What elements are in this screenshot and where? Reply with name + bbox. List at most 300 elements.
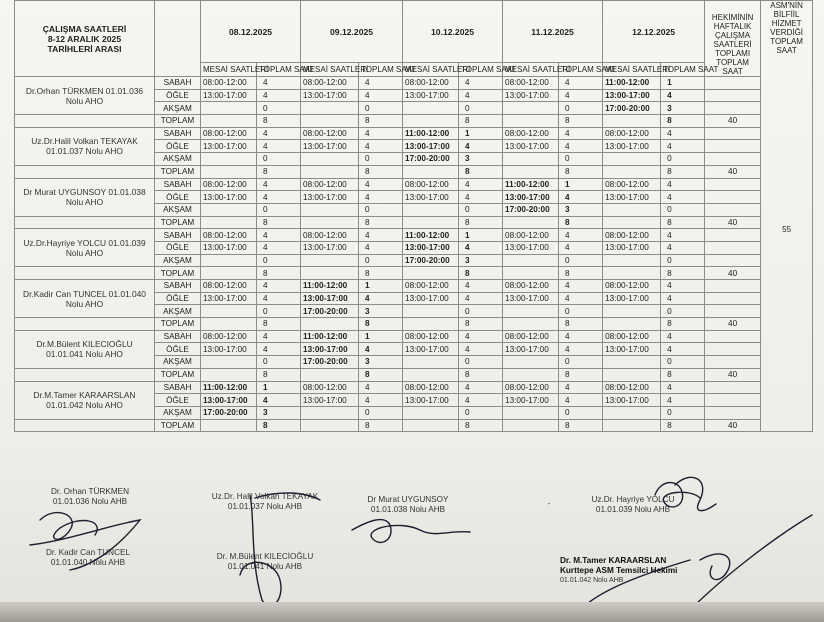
time-cell: 13:00-17:00 <box>503 191 559 204</box>
shift-label: ÖĞLE <box>155 343 201 356</box>
time-cell <box>603 203 661 216</box>
signature-code: 01.01.040 Nolu AHB <box>50 558 126 567</box>
time-cell: 13:00-17:00 <box>301 140 359 153</box>
hours-cell: 4 <box>559 241 603 254</box>
blank-cell <box>15 419 155 432</box>
date-header: 09.12.2025 <box>301 1 403 63</box>
weekly-total-cell <box>705 406 761 419</box>
hours-cell: 4 <box>359 89 403 102</box>
hours-cell: 8 <box>559 419 603 432</box>
hours-cell: 4 <box>359 140 403 153</box>
hours-cell: 0 <box>359 102 403 115</box>
hours-cell: 3 <box>359 305 403 318</box>
signature-scribble <box>690 515 812 610</box>
doctor-name: Uz.Dr.Halil Volkan TEKAYAK 01.01.037 Nolu AHO <box>15 127 155 165</box>
weekly-total-cell <box>705 254 761 267</box>
hours-cell: 4 <box>257 191 301 204</box>
signature-block <box>185 492 345 512</box>
time-cell <box>201 115 257 128</box>
table-row <box>15 229 813 242</box>
hours-cell: 8 <box>559 368 603 381</box>
weekly-total-cell <box>705 140 761 153</box>
hours-cell: 8 <box>257 216 301 229</box>
hours-cell: 0 <box>359 406 403 419</box>
hours-cell: 3 <box>359 356 403 369</box>
blank-cell <box>15 318 155 331</box>
hours-cell: 0 <box>257 102 301 115</box>
time-cell: 13:00-17:00 <box>403 394 459 407</box>
shift-label: TOPLAM <box>155 115 201 128</box>
signature-code: 01.01.036 Nolu AHB <box>52 497 128 506</box>
time-cell: 08:00-12:00 <box>503 77 559 90</box>
time-cell: 08:00-12:00 <box>403 330 459 343</box>
shift-label: AKŞAM <box>155 356 201 369</box>
weekly-total-cell <box>705 241 761 254</box>
time-cell: 13:00-17:00 <box>503 140 559 153</box>
hours-cell: 8 <box>661 419 705 432</box>
time-cell: 11:00-12:00 <box>403 229 459 242</box>
hours-cell: 8 <box>459 318 503 331</box>
hours-cell: 0 <box>257 153 301 166</box>
shift-label: AKŞAM <box>155 254 201 267</box>
hours-cell: 4 <box>661 280 705 293</box>
time-cell <box>503 102 559 115</box>
time-cell: 17:00-20:00 <box>503 203 559 216</box>
hours-cell: 0 <box>559 254 603 267</box>
hours-cell: 4 <box>359 127 403 140</box>
time-cell: 13:00-17:00 <box>301 394 359 407</box>
weekly-total-cell <box>705 381 761 394</box>
doctor-name: Dr Murat UYGUNSOY 01.01.038 Nolu AHO <box>15 178 155 216</box>
time-cell <box>403 368 459 381</box>
shift-label: ÖĞLE <box>155 394 201 407</box>
hours-cell: 8 <box>359 419 403 432</box>
hours-cell: 8 <box>459 165 503 178</box>
weekly-total-cell <box>705 203 761 216</box>
subheader-mesai: MESAİ SAATLERİ <box>201 63 257 77</box>
weekly-total-cell <box>705 191 761 204</box>
asm-total-column <box>761 1 813 432</box>
time-cell <box>201 102 257 115</box>
shift-label: ÖĞLE <box>155 191 201 204</box>
hours-cell: 1 <box>559 178 603 191</box>
hours-cell: 3 <box>257 406 301 419</box>
time-cell: 13:00-17:00 <box>403 241 459 254</box>
time-cell <box>403 318 459 331</box>
time-cell <box>201 203 257 216</box>
hours-cell: 8 <box>661 318 705 331</box>
time-cell <box>403 356 459 369</box>
time-cell <box>301 267 359 280</box>
hours-cell: 4 <box>559 89 603 102</box>
time-cell <box>301 368 359 381</box>
time-cell <box>603 115 661 128</box>
hours-cell: 4 <box>257 280 301 293</box>
time-cell <box>503 267 559 280</box>
time-cell <box>603 406 661 419</box>
hours-cell: 4 <box>661 394 705 407</box>
time-cell: 13:00-17:00 <box>201 191 257 204</box>
hours-cell: 4 <box>661 140 705 153</box>
hours-cell: 4 <box>257 330 301 343</box>
shift-label: ÖĞLE <box>155 241 201 254</box>
asm-total-header: ASM'NİN BİLFİİL HİZMET VERDİĞİ TOPLAM SAAT <box>770 1 804 55</box>
time-cell: 13:00-17:00 <box>603 89 661 102</box>
signature-block <box>190 552 340 572</box>
time-cell: 08:00-12:00 <box>503 330 559 343</box>
subheader-toplam: TOPLAM SAAT <box>459 63 503 77</box>
time-cell <box>301 203 359 216</box>
time-cell <box>403 165 459 178</box>
time-cell <box>201 254 257 267</box>
table-row <box>15 381 813 394</box>
hours-cell: 0 <box>459 102 503 115</box>
hours-cell: 8 <box>257 368 301 381</box>
time-cell: 08:00-12:00 <box>603 330 661 343</box>
hours-cell: 1 <box>359 330 403 343</box>
hours-cell: 0 <box>459 305 503 318</box>
signature-name: Dr. Kadir Can TUNCEL <box>45 548 131 557</box>
hours-cell: 4 <box>661 191 705 204</box>
hours-cell: 8 <box>257 115 301 128</box>
hours-cell: 8 <box>257 419 301 432</box>
hours-cell: 0 <box>257 254 301 267</box>
signature-dash: - <box>547 499 551 508</box>
time-cell: 13:00-17:00 <box>603 394 661 407</box>
time-cell: 08:00-12:00 <box>603 127 661 140</box>
hours-cell: 4 <box>559 127 603 140</box>
time-cell <box>503 356 559 369</box>
date-header: 11.12.2025 <box>503 1 603 63</box>
hours-cell: 4 <box>359 292 403 305</box>
shift-label: SABAH <box>155 229 201 242</box>
table-row <box>15 216 813 229</box>
hours-cell: 0 <box>559 102 603 115</box>
shift-label: SABAH <box>155 330 201 343</box>
table-row <box>15 178 813 191</box>
hours-cell: 8 <box>661 267 705 280</box>
time-cell <box>201 267 257 280</box>
doctor-name: Dr.M.Tamer KARAARSLAN 01.01.042 Nolu AHO <box>15 381 155 419</box>
shift-label: AKŞAM <box>155 153 201 166</box>
time-cell: 11:00-12:00 <box>403 127 459 140</box>
hours-cell: 8 <box>661 368 705 381</box>
signature-name: Dr Murat UYGUNSOY <box>367 495 449 504</box>
hours-cell: 4 <box>661 127 705 140</box>
time-cell: 13:00-17:00 <box>403 89 459 102</box>
time-cell: 13:00-17:00 <box>201 394 257 407</box>
hours-cell: 0 <box>359 203 403 216</box>
weekly-total-cell: 40 <box>705 165 761 178</box>
weekly-total-cell <box>705 356 761 369</box>
table-row <box>15 267 813 280</box>
time-cell <box>201 419 257 432</box>
weekly-total-cell <box>705 229 761 242</box>
time-cell <box>301 153 359 166</box>
hours-cell: 8 <box>359 368 403 381</box>
time-cell <box>201 216 257 229</box>
time-cell <box>201 153 257 166</box>
weekly-total-cell <box>705 280 761 293</box>
time-cell: 08:00-12:00 <box>301 178 359 191</box>
signature-scribble <box>40 513 97 540</box>
time-cell <box>301 216 359 229</box>
time-cell: 08:00-12:00 <box>301 127 359 140</box>
hours-cell: 0 <box>661 305 705 318</box>
time-cell <box>603 165 661 178</box>
hours-cell: 0 <box>661 254 705 267</box>
hours-cell: 4 <box>661 343 705 356</box>
hours-cell: 8 <box>359 165 403 178</box>
blank-cell <box>15 216 155 229</box>
signature-block <box>343 495 473 515</box>
weekly-total-cell <box>705 127 761 140</box>
signature-code: 01.01.041 Nolu AHB <box>227 562 303 571</box>
hours-cell: 4 <box>459 343 503 356</box>
time-cell: 08:00-12:00 <box>201 330 257 343</box>
date-header: 12.12.2025 <box>603 1 705 63</box>
hours-cell: 4 <box>359 191 403 204</box>
hours-cell: 4 <box>459 140 503 153</box>
hours-cell: 4 <box>459 394 503 407</box>
signature-name: Uz.Dr. Halil Volkan TEKAYAK <box>211 492 319 501</box>
time-cell <box>403 406 459 419</box>
weekly-total-header: HEKİMİNİN HAFTALIK ÇALIŞMA SAATLERİ TOPLAMI TOPLAM SAAT <box>705 1 761 77</box>
shift-label: TOPLAM <box>155 368 201 381</box>
weekly-total-cell <box>705 343 761 356</box>
time-cell: 13:00-17:00 <box>503 89 559 102</box>
hours-cell: 0 <box>257 356 301 369</box>
signature-block <box>18 548 158 568</box>
time-cell: 13:00-17:00 <box>503 343 559 356</box>
time-cell: 13:00-17:00 <box>201 343 257 356</box>
hours-cell: 1 <box>459 229 503 242</box>
hours-cell: 8 <box>661 115 705 128</box>
shift-label: ÖĞLE <box>155 89 201 102</box>
time-cell: 13:00-17:00 <box>403 292 459 305</box>
time-cell: 08:00-12:00 <box>201 77 257 90</box>
time-cell: 08:00-12:00 <box>403 178 459 191</box>
time-cell: 08:00-12:00 <box>503 229 559 242</box>
time-cell <box>603 318 661 331</box>
shift-label: TOPLAM <box>155 267 201 280</box>
signature-title: Kurttepe ASM Temsilci Hekimi <box>560 566 678 575</box>
time-cell: 13:00-17:00 <box>603 343 661 356</box>
signature-name: Uz.Dr. Hayriye YOLCU <box>591 495 675 504</box>
time-cell: 08:00-12:00 <box>503 381 559 394</box>
time-cell <box>503 419 559 432</box>
time-cell <box>201 368 257 381</box>
time-cell: 08:00-12:00 <box>301 229 359 242</box>
hours-cell: 0 <box>661 203 705 216</box>
hours-cell: 4 <box>459 191 503 204</box>
time-cell: 11:00-12:00 <box>603 77 661 90</box>
time-cell: 13:00-17:00 <box>301 191 359 204</box>
time-cell: 08:00-12:00 <box>503 280 559 293</box>
weekly-total-cell <box>705 178 761 191</box>
shift-label: AKŞAM <box>155 203 201 216</box>
time-cell <box>503 115 559 128</box>
hours-cell: 4 <box>257 89 301 102</box>
shift-label: SABAH <box>155 280 201 293</box>
time-cell: 13:00-17:00 <box>403 343 459 356</box>
time-cell <box>603 419 661 432</box>
time-cell: 08:00-12:00 <box>603 229 661 242</box>
hours-cell: 8 <box>257 318 301 331</box>
signature-block <box>560 556 690 586</box>
shift-label: TOPLAM <box>155 318 201 331</box>
weekly-total-cell <box>705 305 761 318</box>
hours-cell: 8 <box>359 115 403 128</box>
hours-cell: 4 <box>559 191 603 204</box>
time-cell <box>603 216 661 229</box>
hours-cell: 4 <box>257 140 301 153</box>
hours-cell: 4 <box>459 89 503 102</box>
hours-cell: 4 <box>459 178 503 191</box>
time-cell <box>201 356 257 369</box>
blank-cell <box>15 165 155 178</box>
time-cell: 13:00-17:00 <box>301 343 359 356</box>
hours-cell: 4 <box>257 394 301 407</box>
hours-cell: 1 <box>661 77 705 90</box>
hours-cell: 8 <box>459 216 503 229</box>
hours-cell: 3 <box>459 153 503 166</box>
time-cell: 13:00-17:00 <box>403 191 459 204</box>
signature-block <box>568 495 698 515</box>
time-cell <box>503 153 559 166</box>
date-header: 10.12.2025 <box>403 1 503 63</box>
time-cell: 13:00-17:00 <box>603 292 661 305</box>
hours-cell: 0 <box>459 203 503 216</box>
hours-cell: 4 <box>559 280 603 293</box>
subheader-mesai: MESAİ SAATLERİ <box>403 63 459 77</box>
subheader-toplam: TOPLAM SAAT <box>359 63 403 77</box>
subheader-toplam: TOPLAM SAAT <box>661 63 705 77</box>
signature-scribble <box>700 554 730 580</box>
hours-cell: 0 <box>459 406 503 419</box>
weekly-total-cell: 40 <box>705 318 761 331</box>
time-cell: 08:00-12:00 <box>603 381 661 394</box>
hours-cell: 8 <box>359 267 403 280</box>
shift-label: TOPLAM <box>155 419 201 432</box>
table-row <box>15 77 813 90</box>
time-cell <box>503 165 559 178</box>
hours-cell: 1 <box>459 127 503 140</box>
hours-cell: 4 <box>257 343 301 356</box>
time-cell: 11:00-12:00 <box>503 178 559 191</box>
time-cell <box>301 165 359 178</box>
hours-cell: 1 <box>359 280 403 293</box>
hours-cell: 0 <box>559 153 603 166</box>
hours-cell: 8 <box>257 267 301 280</box>
hours-cell: 0 <box>661 153 705 166</box>
time-cell: 11:00-12:00 <box>301 330 359 343</box>
asm-total-value: 55 <box>782 225 792 234</box>
hours-cell: 4 <box>459 280 503 293</box>
time-cell <box>301 254 359 267</box>
time-cell <box>603 267 661 280</box>
hours-cell: 1 <box>257 381 301 394</box>
table-row <box>15 127 813 140</box>
hours-cell: 0 <box>257 203 301 216</box>
time-cell <box>603 153 661 166</box>
photo-edge-strip <box>0 602 824 622</box>
hours-cell: 4 <box>359 178 403 191</box>
shift-label: TOPLAM <box>155 165 201 178</box>
time-cell: 13:00-17:00 <box>403 140 459 153</box>
time-cell: 13:00-17:00 <box>201 89 257 102</box>
time-cell: 17:00-20:00 <box>403 254 459 267</box>
time-cell: 08:00-12:00 <box>201 178 257 191</box>
time-cell: 13:00-17:00 <box>603 191 661 204</box>
hours-cell: 4 <box>661 241 705 254</box>
hours-cell: 4 <box>559 394 603 407</box>
hours-cell: 8 <box>661 165 705 178</box>
hours-cell: 4 <box>359 241 403 254</box>
hours-cell: 4 <box>559 330 603 343</box>
time-cell <box>403 216 459 229</box>
time-cell: 17:00-20:00 <box>301 305 359 318</box>
time-cell <box>201 305 257 318</box>
hours-cell: 8 <box>459 368 503 381</box>
shift-label: SABAH <box>155 381 201 394</box>
time-cell <box>503 318 559 331</box>
weekly-total-cell <box>705 330 761 343</box>
subheader-mesai: MESAİ SAATLERİ <box>301 63 359 77</box>
hours-cell: 4 <box>359 229 403 242</box>
hours-cell: 4 <box>559 381 603 394</box>
time-cell <box>503 254 559 267</box>
time-cell: 08:00-12:00 <box>603 280 661 293</box>
time-cell: 11:00-12:00 <box>201 381 257 394</box>
weekly-total-cell <box>705 102 761 115</box>
hours-cell: 8 <box>559 165 603 178</box>
time-cell: 17:00-20:00 <box>301 356 359 369</box>
time-cell: 13:00-17:00 <box>301 241 359 254</box>
hours-cell: 4 <box>661 292 705 305</box>
shift-label: AKŞAM <box>155 406 201 419</box>
weekly-total-cell: 40 <box>705 267 761 280</box>
signature-code: 01.01.038 Nolu AHB <box>370 505 446 514</box>
hours-cell: 4 <box>559 292 603 305</box>
hours-cell: 8 <box>459 115 503 128</box>
shift-label: ÖĞLE <box>155 292 201 305</box>
hours-cell: 0 <box>559 406 603 419</box>
signature-block <box>20 487 160 507</box>
hours-cell: 0 <box>661 356 705 369</box>
shift-label: SABAH <box>155 77 201 90</box>
hours-cell: 4 <box>459 241 503 254</box>
time-cell: 17:00-20:00 <box>603 102 661 115</box>
time-cell <box>403 305 459 318</box>
doctor-name: Uz.Dr.Hayriye YOLCU 01.01.039 Nolu AHO <box>15 229 155 267</box>
hours-cell: 4 <box>459 77 503 90</box>
date-header: 08.12.2025 <box>201 1 301 63</box>
weekly-total-cell: 40 <box>705 419 761 432</box>
time-cell <box>403 102 459 115</box>
hours-cell: 8 <box>559 267 603 280</box>
time-cell <box>503 406 559 419</box>
hours-cell: 4 <box>459 381 503 394</box>
time-cell: 11:00-12:00 <box>301 280 359 293</box>
time-cell: 08:00-12:00 <box>301 77 359 90</box>
hours-cell: 4 <box>559 140 603 153</box>
hours-cell: 4 <box>661 381 705 394</box>
signature-code: 01.01.039 Nolu AHB <box>595 505 671 514</box>
weekly-total-cell <box>705 77 761 90</box>
time-cell: 08:00-12:00 <box>201 280 257 293</box>
subheader-mesai: MESAİ SAATLERİ <box>503 63 559 77</box>
